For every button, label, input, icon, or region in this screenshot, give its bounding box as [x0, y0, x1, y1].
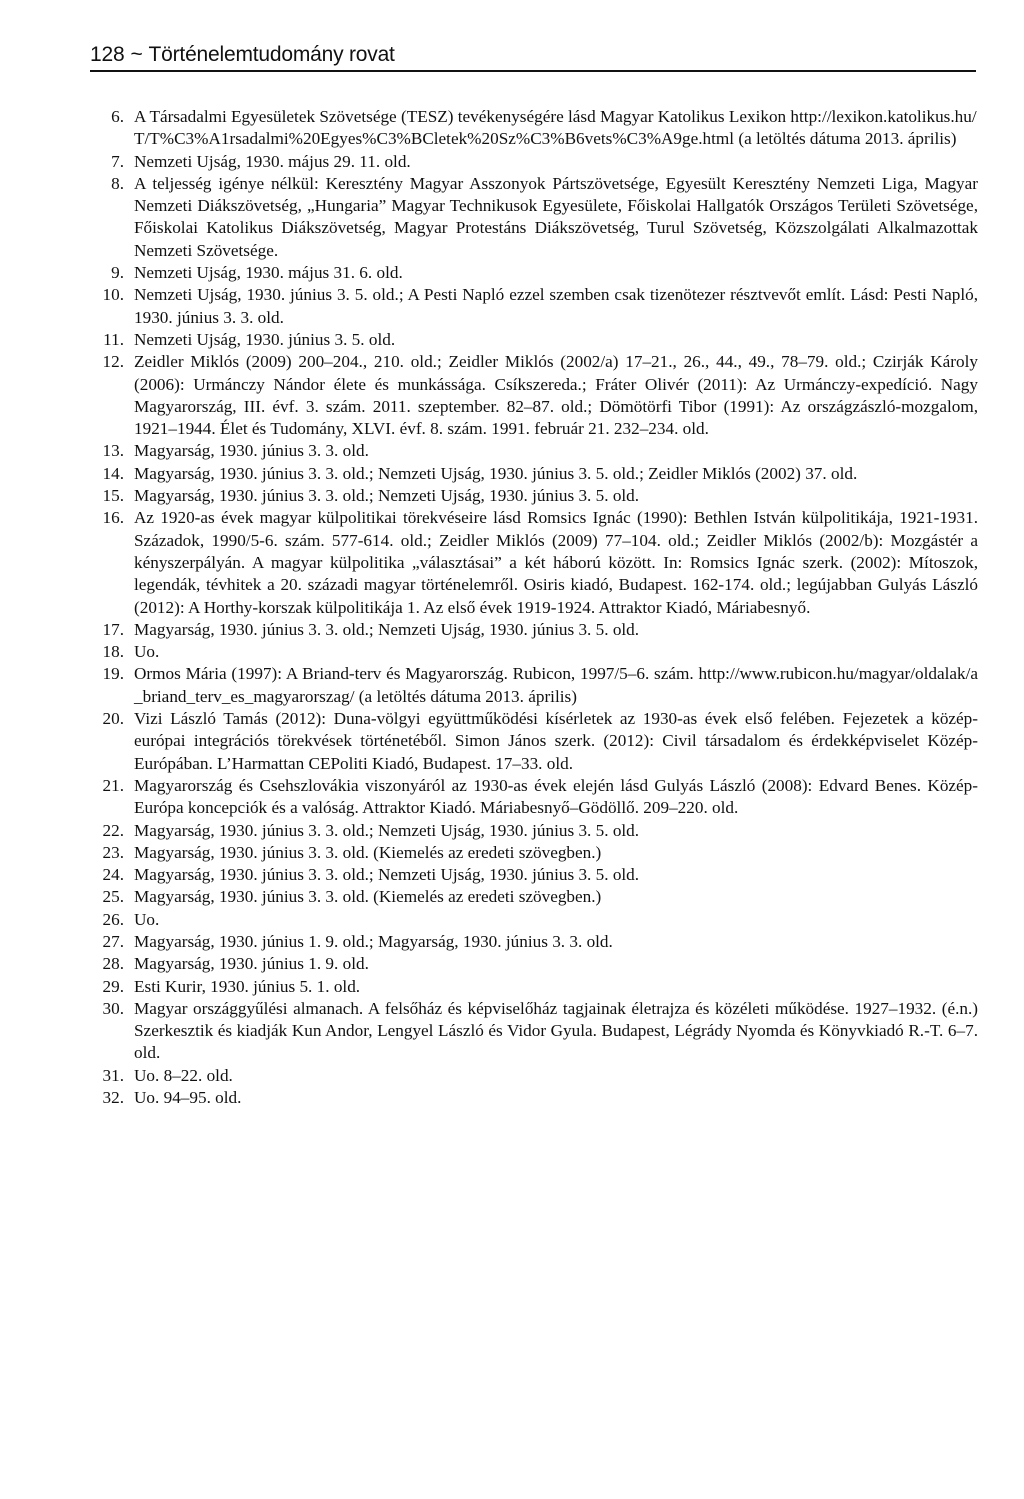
endnote-20: [88, 708, 978, 775]
page-number: 128: [90, 43, 125, 66]
endnote-text: Nemzeti Ujság, 1930. május 29. 11. old.: [134, 151, 411, 171]
endnote-number: 28.: [102, 954, 124, 974]
endnote-text: Magyarság, 1930. június 3. 3. old.; Nemzeti Ujság, 1930. június 3. 5. old.: [134, 820, 640, 840]
endnote-15: [88, 485, 978, 507]
endnote-text: Magyarország és Csehszlovákia viszonyáról az 1930-as évek elején lásd Gulyás László (2008): Edvard Benes. Közép-Európa koncepciók és a valóság. Attraktor Kiadó. Máriabesnyő–Gödöllő. 209–220. old.: [134, 775, 978, 818]
endnote-7: [88, 151, 978, 173]
endnote-number: 12.: [102, 352, 124, 372]
endnote-number: 18.: [102, 642, 124, 662]
endnote-number: 6.: [111, 107, 124, 126]
endnote-number: 9.: [111, 263, 124, 283]
endnote-text: Magyarság, 1930. június 3. 3. old.; Nemzeti Ujság, 1930. június 3. 5. old.: [134, 619, 640, 639]
endnote-30: [88, 998, 978, 1065]
endnote-number: 21.: [102, 775, 124, 795]
endnote-number: 11.: [103, 329, 124, 349]
endnote-23: [88, 842, 978, 864]
endnote-29: [88, 976, 978, 998]
endnote-32: [88, 1087, 978, 1109]
endnote-number: 24.: [102, 865, 124, 885]
endnote-text: Magyarság, 1930. június 1. 9. old.: [134, 954, 369, 974]
section-title: Történelemtudomány rovat: [148, 43, 395, 66]
endnote-21: [88, 775, 978, 820]
endnote-8: [88, 173, 978, 262]
endnote-number: 15.: [102, 486, 124, 506]
endnote-number: 19.: [102, 664, 124, 684]
endnote-26: [88, 909, 978, 931]
endnote-text: Magyarság, 1930. június 3. 3. old.; Nemzeti Ujság, 1930. június 3. 5. old.; Zeidler Miklós (2002) 37. old.: [134, 463, 858, 483]
endnote-25: [88, 886, 978, 908]
endnote-10: [88, 284, 978, 329]
endnote-number: 23.: [102, 842, 124, 862]
endnote-text: Magyarság, 1930. június 3. 3. old. (Kiemelés az eredeti szövegben.): [134, 842, 602, 862]
endnote-number: 32.: [102, 1088, 124, 1108]
endnote-text: A teljesség igénye nélkül: Keresztény Magyar Asszonyok Pártszövetsége, Egyesült Keresztény Nemzeti Liga, Magyar Nemzeti Diákszövetség, „Hungaria” Magyar Technikusok Egyesülete, Főiskolai Hallgatók Országos Területi Szövetsége, Főiskolai Katolikus Diákszövetség, Magyar Protestáns Diákszövetség, Turul Szövetség, Közszolgálati Alkalmazottak Nemzeti Szövetsége.: [134, 173, 978, 260]
endnote-text: Uo. 94–95. old.: [134, 1088, 242, 1108]
endnote-18: [88, 641, 978, 663]
endnote-text: Esti Kurir, 1930. június 5. 1. old.: [134, 976, 361, 996]
endnote-number: 13.: [102, 441, 124, 461]
endnote-11: [88, 329, 978, 351]
endnote-number: 26.: [102, 909, 124, 929]
endnote-number: 29.: [102, 976, 124, 996]
endnote-number: 14.: [102, 463, 124, 483]
endnote-6: [88, 106, 978, 151]
endnote-number: 17.: [102, 619, 124, 639]
endnote-24: [88, 864, 978, 886]
endnote-text: Nemzeti Ujság, 1930. június 3. 5. old.: [134, 329, 396, 349]
endnote-text: Uo.: [134, 642, 160, 662]
endnote-text: Uo.: [134, 909, 160, 929]
endnote-28: [88, 953, 978, 975]
endnote-number: 22.: [102, 820, 124, 840]
endnote-text: Zeidler Miklós (2009) 200–204., 210. old.; Zeidler Miklós (2002/a) 17–21., 26., 44., 49., 78–79. old.; Czirják Károly (2006): Urmánczy Nándor élete és munkássága. Csíkszereda.; Fráter Olivér (2011): Az Urmánczy-expedíció. Nagy Magyarország, III. évf. 3. szám. 2011. szeptember. 82–87. old.; Dömötörfi Tibor (1991): Az országzászló-mozgalom, 1921–1944. Élet és Tudomány, XLVI. évf. 8. szám. 1991. február 21. 232–234. old.: [134, 352, 978, 439]
endnote-number: 8.: [111, 173, 124, 193]
endnote-text: Nemzeti Ujság, 1930. május 31. 6. old.: [134, 263, 403, 283]
running-head-separator: ~: [130, 43, 143, 66]
endnote-number: 20.: [102, 709, 124, 729]
endnote-number: 16.: [102, 508, 124, 528]
endnote-number: 27.: [102, 931, 124, 951]
endnotes-list: [88, 106, 978, 1109]
endnote-number: 30.: [102, 998, 124, 1018]
endnote-31: [88, 1065, 978, 1087]
endnote-16: [88, 507, 978, 618]
endnote-number: 25.: [102, 887, 124, 907]
endnote-number: 31.: [102, 1065, 124, 1085]
endnote-text: Uo. 8–22. old.: [134, 1065, 233, 1085]
endnote-number: 7.: [111, 151, 124, 171]
endnote-17: [88, 619, 978, 641]
endnote-text: Magyar országgyűlési almanach. A felsőház és képviselőház tagjainak életrajza és közéleti működése. 1927–1932. (é.n.) Szerkesztik és kiadják Kun Andor, Lengyel László és Vidor Gyula. Budapest, Légrády Nyomda és Könyvkiadó R.-T. 6–7. old.: [134, 998, 978, 1063]
endnote-9: [88, 262, 978, 284]
endnote-14: [88, 463, 978, 485]
endnote-text: Magyarság, 1930. június 3. 3. old.; Nemzeti Ujság, 1930. június 3. 5. old.: [134, 865, 640, 885]
endnote-22: [88, 820, 978, 842]
endnote-text: Vizi László Tamás (2012): Duna-völgyi együttműködési kísérletek az 1930-as évek első felében. Fejezetek a közép-európai integrációs törekvések történetéből. Simon János szerk. (2012): Civil társadalom és érdekképviselet Közép-Európában. L’Harmattan CEPoliti Kiadó, Budapest. 17–33. old.: [134, 709, 978, 773]
endnote-text: Magyarság, 1930. június 3. 3. old.: [134, 441, 369, 461]
endnote-number: 10.: [102, 285, 124, 305]
endnote-text: Magyarság, 1930. június 3. 3. old. (Kiemelés az eredeti szövegben.): [134, 887, 602, 907]
endnote-text: A Társadalmi Egyesületek Szövetsége (TESZ) tevékenységére lásd Magyar Katolikus Lexikon http://lexikon.katolikus.hu/T/T%C3%A1rsadalmi%20Egyes%C3%BCletek%20Sz%C3%B6vets%C3%A9ge.html (a letöltés dátuma 2013. április): [134, 107, 977, 149]
endnote-text: Magyarság, 1930. június 3. 3. old.; Nemzeti Ujság, 1930. június 3. 5. old.: [134, 486, 640, 506]
endnote-19: [88, 663, 978, 708]
endnote-text: Az 1920-as évek magyar külpolitikai törekvéseire lásd Romsics Ignác (1990): Bethlen István külpolitikája, 1921-1931. Századok, 1990/5-6. szám. 577-614. old.; Zeidler Miklós (2009) 77–104. old.; Zeidler Miklós (2002/b): Mozgástér a kényszerpályán. A magyar külpolitika „választásai” a két háború között. In: Romsics Ignác szerk. (2002): Mítoszok, legendák, tévhitek a 20. századi magyar történelemről. Osiris kiadó, Budapest. 162-174. old.; legújabban Gulyás László (2012): A Horthy-korszak külpolitikája 1. Az első évek 1919-1924. Attraktor Kiadó, Máriabesnyő.: [134, 508, 978, 617]
endnote-27: [88, 931, 978, 953]
endnote-text: Ormos Mária (1997): A Briand-terv és Magyarország. Rubicon, 1997/5–6. szám. http://www.rubicon.hu/magyar/oldalak/a_briand_terv_es_magyarorszag/ (a letöltés dátuma 2013. április): [134, 664, 978, 706]
endnote-text: Magyarság, 1930. június 1. 9. old.; Magyarság, 1930. június 3. 3. old.: [134, 931, 613, 951]
endnote-text: Nemzeti Ujság, 1930. június 3. 5. old.; A Pesti Napló ezzel szemben csak tizenötezer résztvevőt említ. Lásd: Pesti Napló, 1930. június 3. 3. old.: [134, 285, 978, 327]
endnote-13: [88, 440, 978, 462]
endnote-12: [88, 351, 978, 440]
running-head: [90, 40, 976, 72]
